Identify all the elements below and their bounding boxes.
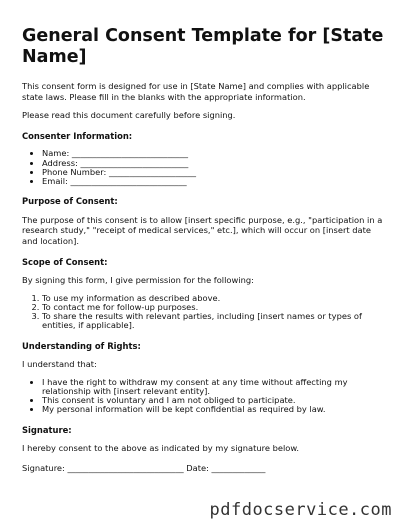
scope-lead: By signing this form, I give permission for the following: <box>22 275 254 286</box>
signature-statement: I hereby consent to the above as indicated by my signature below. <box>22 443 300 454</box>
scope-item: 2. To contact me for follow-up purposes. <box>42 303 388 312</box>
scope-heading: Scope of Consent: <box>22 256 108 267</box>
site-watermark: pdfdocservice.com <box>209 500 392 520</box>
intro-paragraph: This consent form is designed for use in [State Name] and complies with applicable state laws. Please fill in the blanks with the appropriate information. <box>22 81 370 102</box>
phone-field: • Phone Number: _____________________ <box>42 168 388 177</box>
scope-item: 3. To share the results with relevant parties, including [insert names or types of entities, if applicable]. <box>42 312 388 330</box>
consenter-heading: Consenter Information: <box>22 130 133 141</box>
signature-heading: Signature: <box>22 424 72 435</box>
signature-date-line: Signature: ____________________________ Date: _____________ <box>22 462 266 473</box>
rights-item: • I have the right to withdraw my consent at any time without affecting my relationship with [insert relevant entity]. <box>42 378 388 396</box>
consenter-fields-list <box>22 149 388 186</box>
scope-item: 1. To use my information as described above. <box>42 294 388 303</box>
scope-list <box>22 294 388 331</box>
read-notice: Please read this document carefully before signing. <box>22 110 236 121</box>
email-field: • Email: ____________________________ <box>42 177 388 186</box>
rights-heading: Understanding of Rights: <box>22 340 141 351</box>
rights-item: • This consent is voluntary and I am not obliged to participate. <box>42 396 388 405</box>
rights-item: • My personal information will be kept confidential as required by law. <box>42 405 388 414</box>
purpose-heading: Purpose of Consent: <box>22 196 118 207</box>
name-field: • Name: ____________________________ <box>42 149 388 158</box>
document-title: General Consent Template for [State Name] <box>22 26 384 67</box>
purpose-paragraph: The purpose of this consent is to allow [insert specific purpose, e.g., "participation in a research study," "receipt of medical services," etc.], which will occur on [insert date and location]. <box>22 214 383 246</box>
consent-document <box>22 26 388 473</box>
rights-lead: I understand that: <box>22 359 97 370</box>
rights-list <box>22 378 388 415</box>
address-field: • Address: __________________________ <box>42 159 388 168</box>
